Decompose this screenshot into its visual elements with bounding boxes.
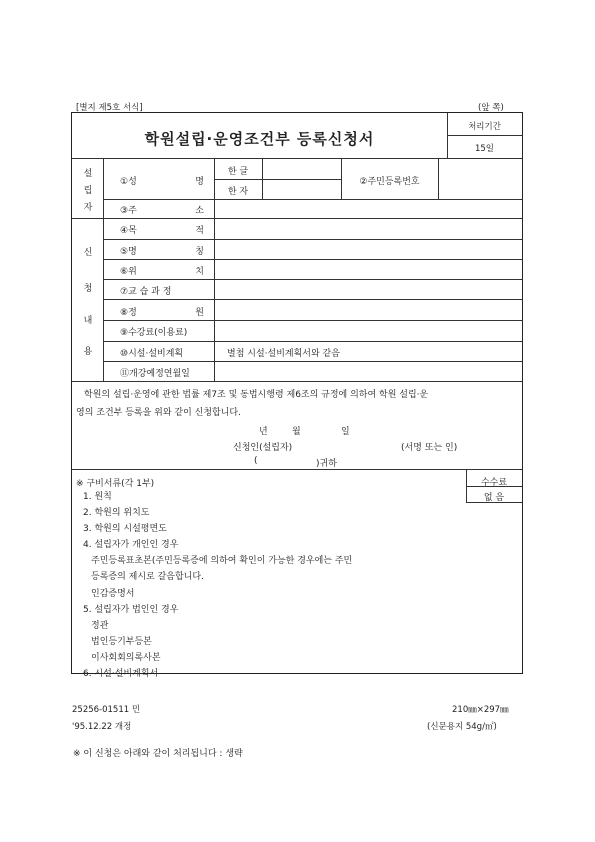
- content-group-char: 청: [83, 284, 93, 294]
- fee-value: 없 음: [483, 493, 505, 503]
- declaration-line2: 영의 조건부 등록을 위와 같이 신청합니다.: [76, 408, 241, 418]
- row-label-location: ⑥위 치: [120, 267, 204, 277]
- row-label-capacity: ⑧정 원: [120, 308, 204, 318]
- documents-header: ※ 구비서류(각 1부): [76, 479, 155, 489]
- processing-label: 처리기간: [468, 122, 501, 132]
- document-item: 주민등록표초본(주민등록증에 의하여 확인이 가능한 경우에는 주민: [91, 556, 353, 566]
- document-item: 2. 학원의 위치도: [83, 508, 150, 518]
- date-year: 년: [259, 427, 268, 437]
- document-item: 5. 설립자가 법인인 경우: [83, 605, 179, 615]
- document-item: 등록증의 제시로 갈음합니다.: [91, 572, 204, 582]
- form-title: 학원설립·운영조건부 등록신청서: [144, 130, 375, 148]
- date-month: 월: [292, 427, 301, 437]
- date-day: 일: [341, 427, 350, 437]
- fee-label: 수수료: [480, 478, 508, 488]
- hangul-label: 한 글: [227, 167, 249, 177]
- document-item: 1. 원칙: [83, 492, 112, 502]
- founder-group-char: 립: [83, 186, 93, 196]
- paper-size: 210㎜×297㎜: [452, 705, 509, 715]
- declaration-line1: 학원의 설립·운영에 관한 법률 제7조 및 동법시행령 제6조의 규정에 의하여 학원 설립·운: [84, 390, 429, 400]
- document-item: 정관: [91, 621, 109, 631]
- form-number: [별지 제5호 서식]: [76, 103, 143, 113]
- document-item: 6. 시설·설비계획서: [83, 669, 159, 679]
- document-item: 법인등기부등본: [91, 637, 152, 647]
- form-code: 25256-01511 민: [72, 705, 141, 715]
- row-label-name: ⑤명 칭: [120, 247, 204, 257]
- name-label: ①성 명: [120, 177, 204, 187]
- paper-type: (신문용지 54g/㎡): [427, 722, 497, 732]
- content-group-char: 신: [83, 248, 93, 258]
- rrn-label: ②주민등록번호: [359, 177, 420, 187]
- document-item: 인감증명서: [91, 589, 135, 599]
- document-item: 4. 설립자가 개인인 경우: [83, 540, 179, 550]
- signature-label: (서명 또는 인): [401, 443, 458, 453]
- row-label-purpose: ④목 적: [120, 226, 204, 236]
- row-label-facility: ⑩시설·설비계획: [120, 349, 184, 359]
- founder-group-char: 자: [83, 203, 93, 213]
- facility-value: 별첨 시설·설비계획서와 같음: [227, 349, 340, 359]
- row-label-opening-date: ⑪개강예정연월일: [120, 369, 190, 379]
- document-item: 이사회회의록사본: [91, 653, 161, 663]
- founder-group-char: 설: [83, 169, 93, 179]
- content-group-char: 용: [83, 347, 93, 357]
- document-item: 3. 학원의 시설평면도: [83, 524, 167, 534]
- revision-date: '95.12.22 개정: [72, 722, 132, 732]
- hanja-label: 한 자: [227, 187, 249, 197]
- page-side: (앞 쪽): [478, 103, 504, 113]
- applicant-label: 신청인(설립자): [233, 443, 293, 453]
- content-group-char: 내: [83, 316, 93, 326]
- recipient-open: (: [254, 456, 258, 466]
- processing-value: 15일: [474, 144, 495, 154]
- address-label: ③주 소: [120, 206, 204, 216]
- row-label-tuition: ⑨수강료(이용료): [120, 328, 188, 338]
- row-label-curriculum: ⑦교 습 과 정: [120, 287, 172, 297]
- recipient-label: )귀하: [316, 459, 337, 469]
- processing-note: ※ 이 신청은 아래와 같이 처리됩니다 : 생략: [73, 749, 243, 759]
